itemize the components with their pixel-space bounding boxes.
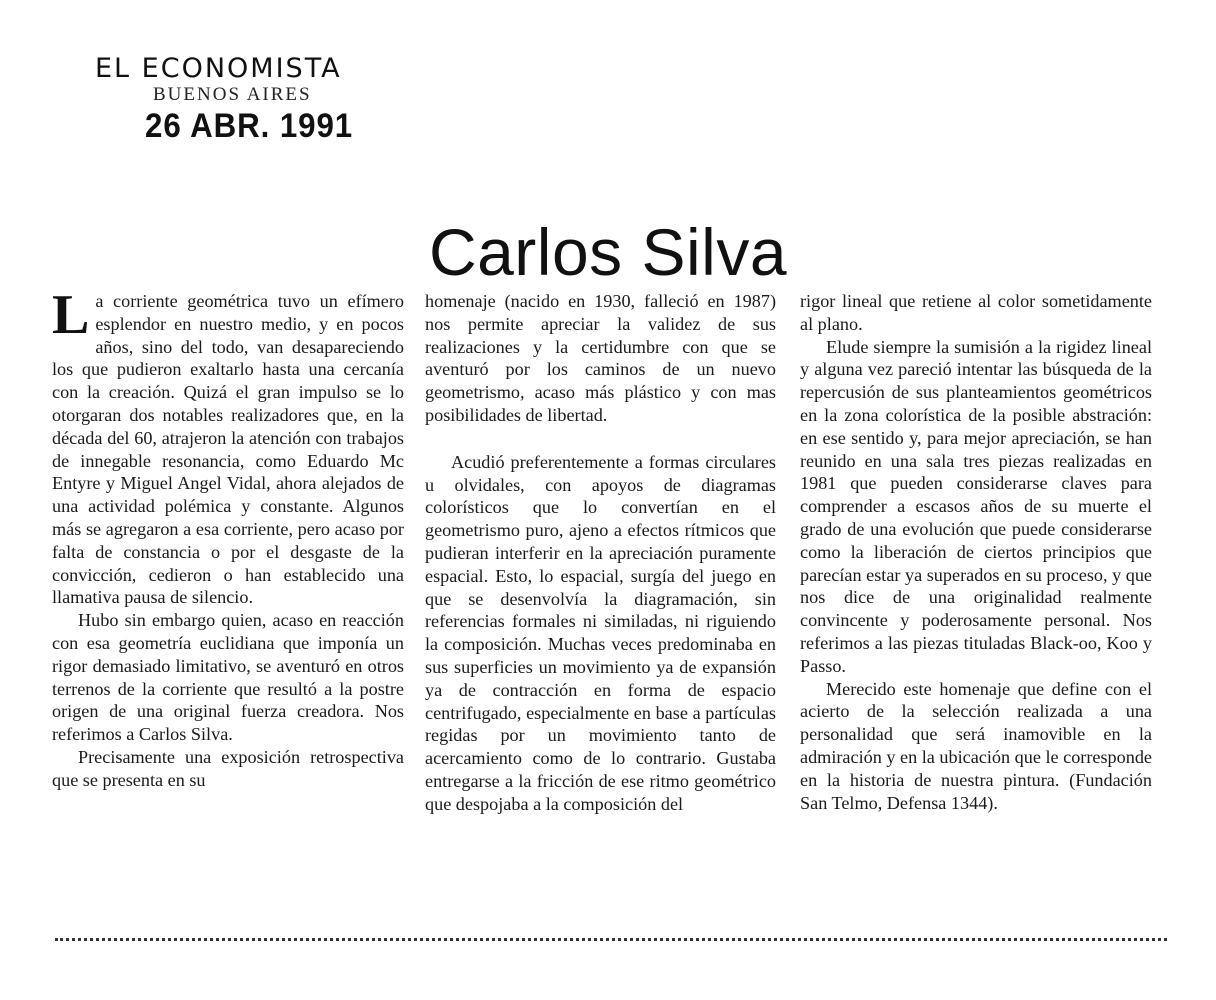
newspaper-stamp [95, 54, 415, 146]
article-paragraph: homenaje (nacido en 1930, falleció en 1987) nos permite apreciar la validez de sus realizaciones y la certidumbre con que se aventuró por los caminos de un nuevo geometrismo, acaso más plástico y con mas posibilidades de libertad. [425, 291, 776, 425]
stamp-city: BUENOS AIRES [153, 84, 312, 105]
stamp-newspaper-name: EL ECONOMISTA [95, 53, 342, 84]
article-column-2 [425, 290, 776, 816]
article-paragraph: Acudió preferentemente a formas circulares u olvidales, con apoyos de diagramas colorísticos que lo convertían en el geometrismo puro, ajeno a efectos rítmicos que pudieran interferir en la apreciación puramente espacial. Esto, lo espacial, surgía del juego en que se desenvolvía la diagramación, sin referencias formales ni similadas, ni riguiendo la composición. Muchas veces predominaba en sus superficies un movimiento ya de expansión ya de contracción en forma de espacio centrifugado, especialmente en base a partículas regidas por un movimiento tanto de acercamiento como de lo contrario. Gustaba entregarse a la fricción de ese ritmo geométrico que despojaba a la composición del [425, 451, 776, 814]
article-paragraph: rigor lineal que retiene al color sometidamente al plano. [800, 291, 1152, 334]
article-paragraph [52, 284, 404, 609]
article-column-3 [800, 290, 1152, 814]
drop-cap: L [52, 284, 90, 346]
stamp-date: 26 ABR. 1991 [145, 107, 354, 145]
article-paragraph: Elude siempre la sumisión a la rigidez lineal y alguna vez pareció intentar las búsqueda de la repercusión de sus planteamientos geométricos en la zona colorística de la posible abstración: en ese sentido y, para mejor apreciación, se han reunido en una sala tres piezas realizadas en 1981 que pueden considerarse claves para comprender a escasos años de su muerte el grado de una evolución que puede considerarse como la liberación de ciertos principios que parecían estar ya superados en su proceso, y que nos dice de una originalidad realmente convincente y poderosamente personal. Nos referimos a las piezas tituladas Black-oo, Koo y Passo. [800, 336, 1152, 676]
article-paragraph: Precisamente una exposición retrospectiva que se presenta en su [52, 746, 404, 790]
article-paragraph: Hubo sin embargo quien, acaso en reacción con esa geometría euclidiana que imponía un rigor demasiado limitativo, se aventuró en otros terrenos de la corriente que resultó a la postre origen de una original fuerza creadora. Nos referimos a Carlos Silva. [52, 610, 404, 745]
article-title: Carlos Silva [428, 215, 788, 289]
article-column-1 [52, 284, 404, 792]
paragraph-text: a corriente geométrica tuvo un efímero esplendor en nuestro medio, y en pocos años, sino del todo, van desapareciendo los que pudieron exaltarlo hasta una cercanía con la creación. Quizá el gran impulso se lo otorgaran dos notables realizadores que, en la década del 60, atrajeron la atención con trabajos de innegable resonancia, como Eduardo Mc Entyre y Miguel Angel Vidal, ahora alejados de una actividad polémica y constante. Algunos más se agregaron a esa corriente, pero acaso por falta de constancia o por el desgaste de la convicción, cedieron o han establecido una llamativa pausa de silencio. [52, 291, 404, 608]
bottom-clipping-edge [55, 938, 1167, 941]
article-paragraph: Merecido este homenaje que define con el acierto de la selección realizada a una personalidad que será inamovible en la admiración y en la ubicación que le corresponde en la historia de nuestra pintura. (Fundación San Telmo, Defensa 1344). [800, 678, 1152, 813]
